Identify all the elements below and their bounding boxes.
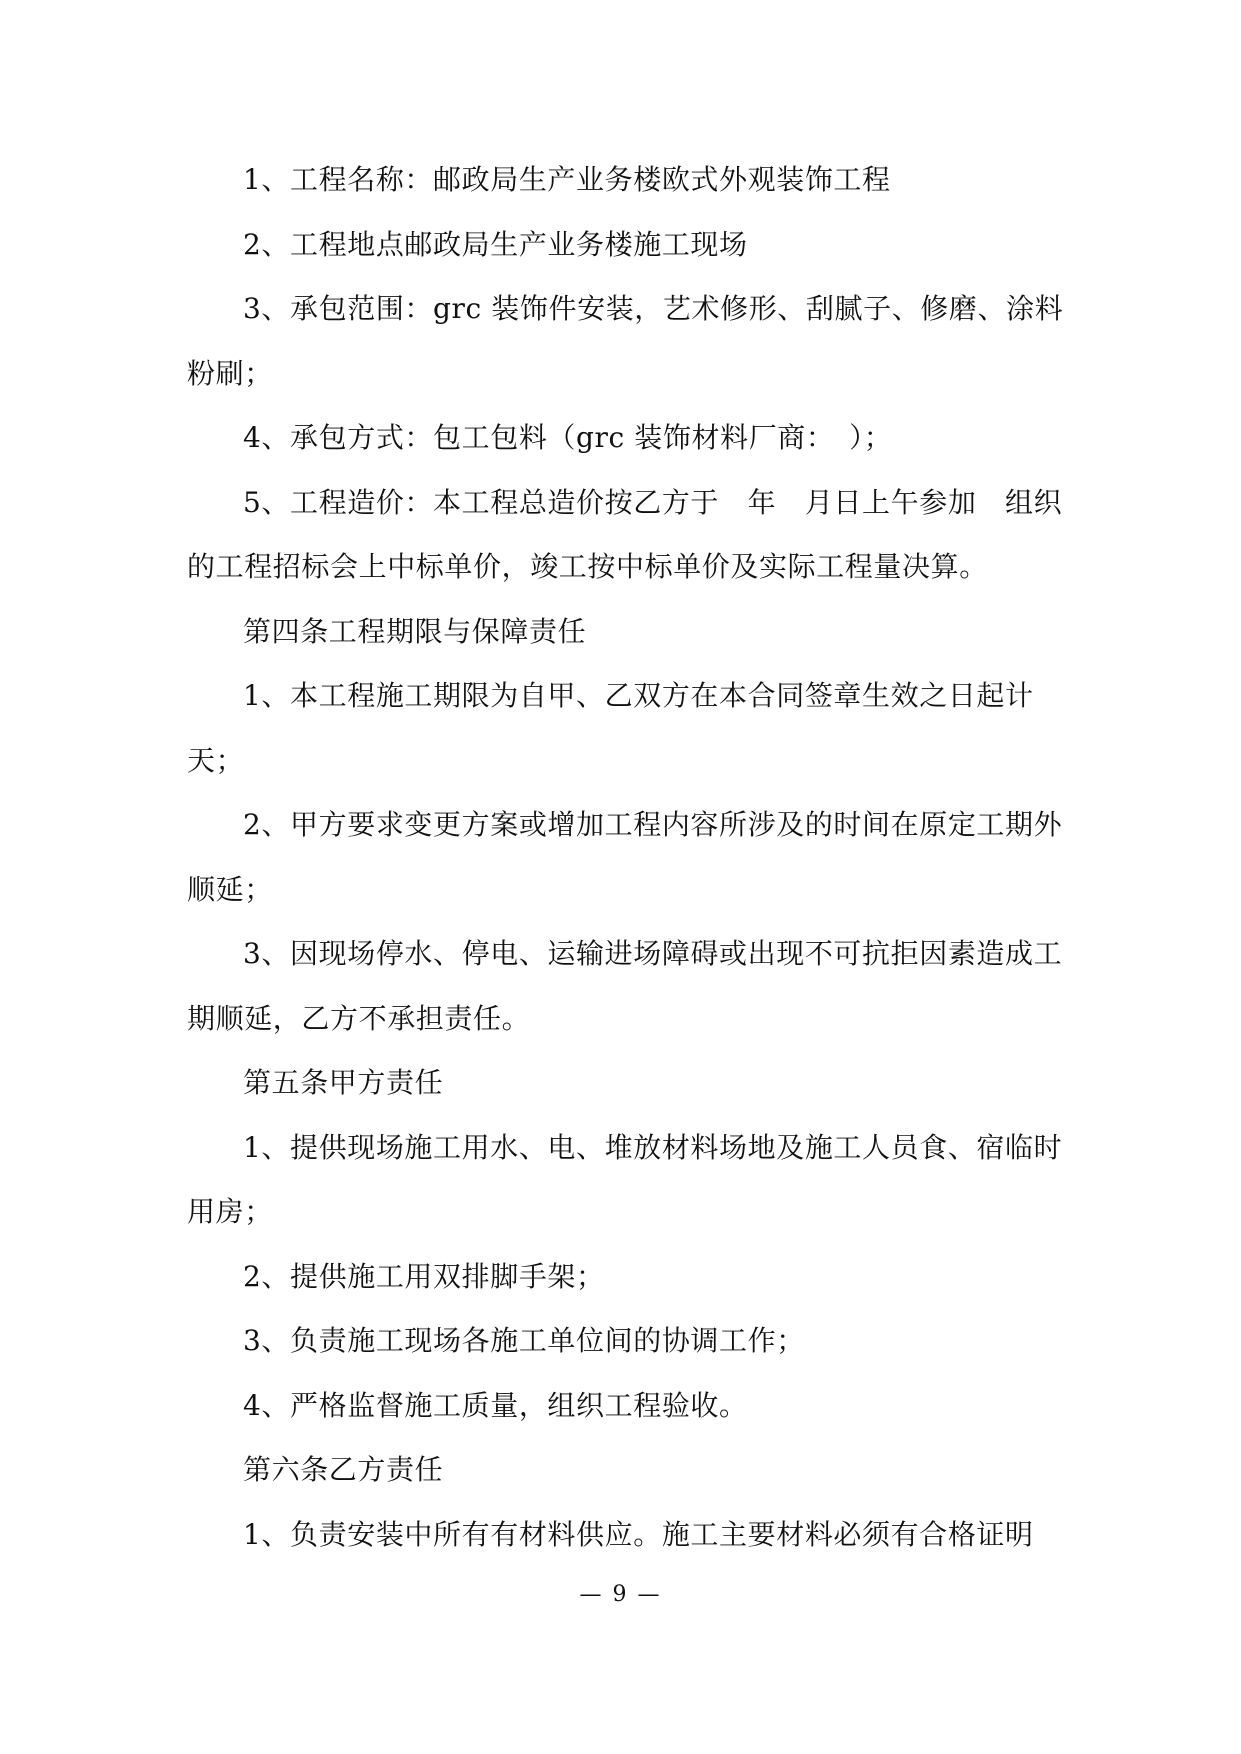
clause-paragraph: 2、甲方要求变更方案或增加工程内容所涉及的时间在原定工期外顺延； [187, 808, 1063, 906]
clause-paragraph: 1、负责安装中所有有材料供应。施工主要材料必须有合格证明 [243, 1517, 1034, 1551]
clause-paragraph: 2、工程地点邮政局生产业务楼施工现场 [243, 227, 748, 261]
clause-paragraph: 4、严格监督施工质量，组织工程验收。 [243, 1388, 748, 1422]
clause-paragraph: 5、工程造价：本工程总造价按乙方于 年 月日上午参加 组织的工程招标会上中标单价，竣工按中标单价及实际工程量决算。 [187, 485, 1063, 583]
section-heading: 第六条乙方责任 [243, 1453, 444, 1486]
clause-paragraph: 3、负责施工现场各施工单位间的协调工作； [243, 1324, 805, 1357]
clause-paragraph: 3、承包范围：grc 装饰件安装，艺术修形、刮腻子、修磨、涂料粉刷； [187, 292, 1064, 390]
clause-paragraph: 1、工程名称：邮政局生产业务楼欧式外观装饰工程 [243, 163, 891, 196]
clause-paragraph: 4、承包方式：包工包料（grc 装饰材料厂商： ）； [243, 421, 893, 454]
page-number: — 9 — [579, 1582, 662, 1607]
clause-paragraph: 3、因现场停水、停电、运输进场障碍或出现不可抗拒因素造成工期顺延，乙方不承担责任。 [187, 937, 1063, 1035]
document-body [187, 148, 1067, 1567]
clause-paragraph: 1、提供现场施工用水、电、堆放材料场地及施工人员食、宿临时用房； [187, 1130, 1063, 1228]
section-heading: 第四条工程期限与保障责任 [243, 614, 587, 648]
clause-paragraph: 1、本工程施工期限为自甲、乙双方在本合同签章生效之日起计天； [187, 679, 1034, 777]
clause-paragraph: 2、提供施工用双排脚手架； [243, 1259, 605, 1293]
section-heading: 第五条甲方责任 [243, 1066, 444, 1099]
